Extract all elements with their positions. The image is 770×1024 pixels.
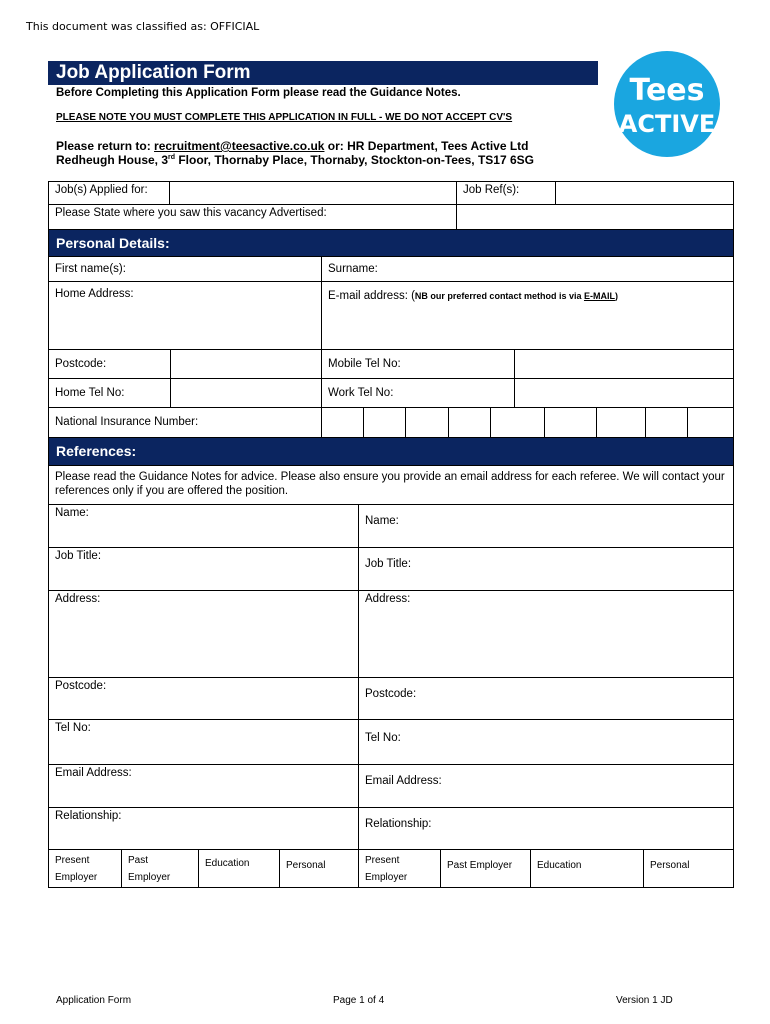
advertised-field[interactable] [456, 204, 734, 230]
ni-box[interactable] [645, 407, 688, 438]
work-tel-label: Work Tel No: [321, 378, 515, 408]
recruitment-email-link[interactable]: recruitment@teesactive.co.uk [154, 139, 325, 153]
ref1-personal-option[interactable]: Personal [279, 849, 359, 888]
option-text: Employer [128, 872, 171, 883]
ni-box[interactable] [321, 407, 364, 438]
ref1-job-title-field[interactable]: Job Title: [48, 547, 359, 591]
ref1-address-field[interactable]: Address: [48, 590, 359, 678]
ni-box[interactable] [544, 407, 597, 438]
ni-label: National Insurance Number: [48, 407, 322, 438]
classification-label: This document was classified as: OFFICIAL [26, 20, 260, 33]
email-note-c: ) [614, 291, 618, 301]
job-ref-label: Job Ref(s): [456, 181, 556, 205]
ref1-present-employer-option[interactable] [48, 849, 122, 888]
ref1-name-field[interactable]: Name: [48, 504, 359, 548]
ref1-tel-field[interactable]: Tel No: [48, 719, 359, 765]
mobile-field[interactable] [514, 349, 734, 379]
ni-box[interactable] [490, 407, 545, 438]
ref1-past-employer-option[interactable] [121, 849, 199, 888]
form-title: Job Application Form [48, 61, 598, 85]
personal-details-header: Personal Details: [48, 229, 734, 257]
address-part-a: Redheugh House, 3 [56, 153, 169, 167]
home-tel-label: Home Tel No: [48, 378, 171, 408]
address-sup: rd [168, 154, 176, 161]
email-label: E-mail address: ( [328, 290, 415, 302]
ref2-education-option[interactable]: Education [530, 849, 644, 888]
ref2-postcode-field[interactable]: Postcode: [358, 677, 734, 720]
ref1-postcode-field[interactable]: Postcode: [48, 677, 359, 720]
footer-page-number: Page 1 of 4 [333, 995, 385, 1006]
advertised-label: Please State where you saw this vacancy Advertised: [48, 204, 457, 230]
return-line [56, 139, 529, 153]
ref2-personal-option[interactable]: Personal [643, 849, 734, 888]
email-note-b: E-MAIL [583, 291, 615, 301]
ni-box[interactable] [363, 407, 406, 438]
home-address-field[interactable]: Home Address: [48, 281, 322, 350]
jobs-applied-field[interactable] [169, 181, 457, 205]
jobs-applied-label: Job(s) Applied for: [48, 181, 170, 205]
option-text: Employer [55, 872, 98, 883]
postcode-field[interactable] [170, 349, 322, 379]
email-note-a: NB our preferred contact method is via [414, 291, 584, 301]
mobile-label: Mobile Tel No: [321, 349, 515, 379]
ref1-relationship-field[interactable]: Relationship: [48, 807, 359, 850]
first-name-field[interactable]: First name(s): [48, 256, 322, 282]
ref2-relationship-field[interactable]: Relationship: [358, 807, 734, 850]
ref1-education-option[interactable]: Education [198, 849, 280, 888]
ref2-email-field[interactable]: Email Address: [358, 764, 734, 808]
option-text: Past [128, 855, 149, 866]
option-text: Present [365, 855, 400, 866]
ref2-address-field[interactable]: Address: [358, 590, 734, 678]
footer-left: Application Form [56, 995, 132, 1006]
return-prefix: Please return to: [56, 139, 155, 153]
ni-box[interactable] [448, 407, 491, 438]
references-note: Please read the Guidance Notes for advice. Please also ensure you provide an email address for each referee. We will contact your references only if you are offered the position. [48, 465, 734, 505]
guidance-line: Before Completing this Application Form please read the Guidance Notes. [56, 87, 461, 99]
home-tel-field[interactable] [170, 378, 322, 408]
email-address-field[interactable] [321, 281, 734, 350]
work-tel-field[interactable] [514, 378, 734, 408]
cv-note: PLEASE NOTE YOU MUST COMPLETE THIS APPLICATION IN FULL - WE DO NOT ACCEPT CV'S [56, 112, 513, 123]
option-text: Employer [365, 872, 408, 883]
option-text: Present [55, 855, 90, 866]
return-suffix: or: HR Department, Tees Active Ltd [324, 139, 529, 153]
address-part-b: Floor, Thornaby Place, Thornaby, Stockton-on-Tees, TS17 6SG [175, 153, 534, 167]
address-line [56, 153, 534, 167]
ni-box[interactable] [596, 407, 646, 438]
job-ref-field[interactable] [555, 181, 734, 205]
surname-field[interactable]: Surname: [321, 256, 734, 282]
ref2-past-employer-option[interactable]: Past Employer [440, 849, 531, 888]
postcode-label: Postcode: [48, 349, 171, 379]
footer-version: Version 1 JD [616, 995, 673, 1006]
ni-box[interactable] [687, 407, 734, 438]
logo-text-active: ACTIVE [618, 110, 716, 138]
logo-text-tees: Tees [629, 73, 705, 108]
references-header: References: [48, 437, 734, 466]
ref1-email-field[interactable]: Email Address: [48, 764, 359, 808]
ref2-name-field[interactable]: Name: [358, 504, 734, 548]
tees-active-logo [612, 50, 722, 158]
ref2-present-employer-option[interactable] [358, 849, 441, 888]
ni-box[interactable] [405, 407, 449, 438]
ref2-job-title-field[interactable]: Job Title: [358, 547, 734, 591]
ref2-tel-field[interactable]: Tel No: [358, 719, 734, 765]
